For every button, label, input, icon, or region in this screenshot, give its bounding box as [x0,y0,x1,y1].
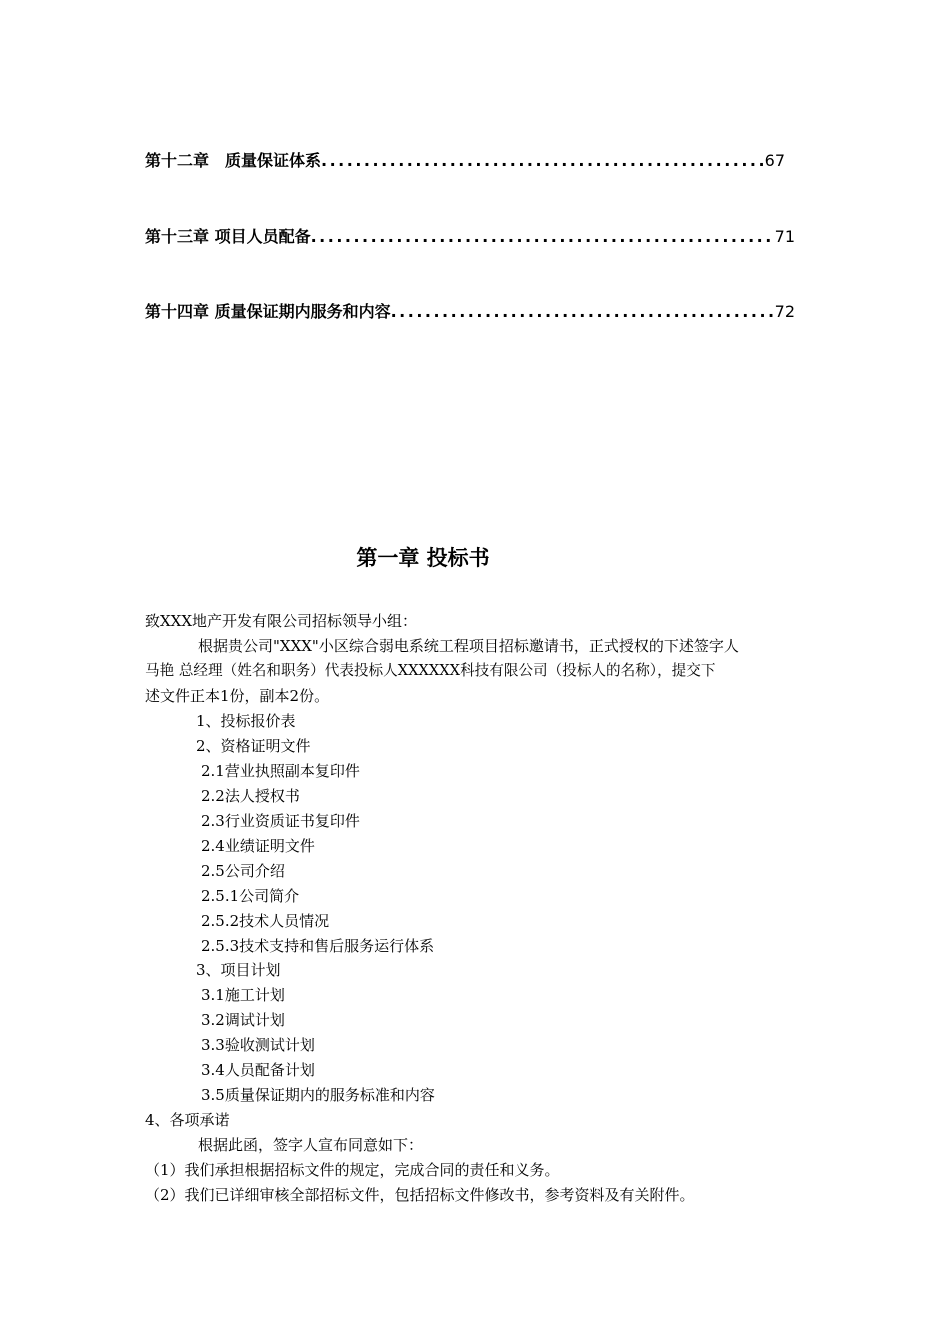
toc-entry-title: 第十三章 项目人员配备 [145,227,311,246]
chapter-title: 第一章 投标书 [356,546,490,570]
toc-entry-ch14[interactable] [145,302,795,322]
list-item: 2.3行业资质证书复印件 [201,812,360,830]
list-item: 2.4业绩证明文件 [201,837,315,855]
paragraph-line: 根据此函，签字人宣布同意如下： [198,1136,424,1154]
toc-dot-leader [391,302,773,322]
toc-entry-title: 第十四章 质量保证期内服务和内容 [145,302,391,321]
list-item: 3.5质量保证期内的服务标准和内容 [201,1086,435,1104]
list-item: 3.2调试计划 [201,1011,285,1029]
toc-dot-leader [321,151,763,171]
toc-entry-page: 71 [774,227,795,246]
list-item: 2.1营业执照副本复印件 [201,762,360,780]
list-item: 2.5.3技术支持和售后服务运行体系 [201,937,435,955]
list-item: 3.3验收测试计划 [201,1036,315,1054]
toc-dot-leader [311,227,773,247]
commitment-item: （1）我们承担根据招标文件的规定，完成合同的责任和义务。 [145,1161,560,1179]
paragraph-line: 述文件正本1份，副本2份。 [145,687,330,705]
list-item: 2.5公司介绍 [201,862,285,880]
toc-entry-ch12[interactable] [145,151,785,171]
list-item: 2.5.2技术人员情况 [201,912,330,930]
paragraph-line: 根据贵公司"XXX"小区综合弱电系统工程项目招标邀请书，正式授权的下述签字人 [198,637,739,655]
list-item: 3、项目计划 [196,961,281,979]
list-item: 2、资格证明文件 [196,737,311,755]
list-item: 3.4人员配备计划 [201,1061,315,1079]
list-item: 3.1施工计划 [201,986,285,1004]
list-item: 2.5.1公司简介 [201,887,300,905]
salutation: 致XXX地产开发有限公司招标领导小组： [145,612,418,630]
commitment-item: （2）我们已详细审核全部招标文件，包括招标文件修改书，参考资料及有关附件。 [145,1186,695,1204]
toc-entry-page: 67 [764,151,785,170]
paragraph-line: 马艳 总经理（姓名和职务）代表投标人XXXXXX科技有限公司（投标人的名称），提交下 [145,662,716,679]
commitments-heading: 4、各项承诺 [145,1111,230,1129]
list-item: 2.2法人授权书 [201,787,300,805]
toc-entry-ch13[interactable] [145,227,795,247]
list-item: 1、投标报价表 [196,712,296,730]
toc-entry-title: 第十二章 质量保证体系 [145,151,322,170]
toc-entry-page: 72 [774,302,795,321]
